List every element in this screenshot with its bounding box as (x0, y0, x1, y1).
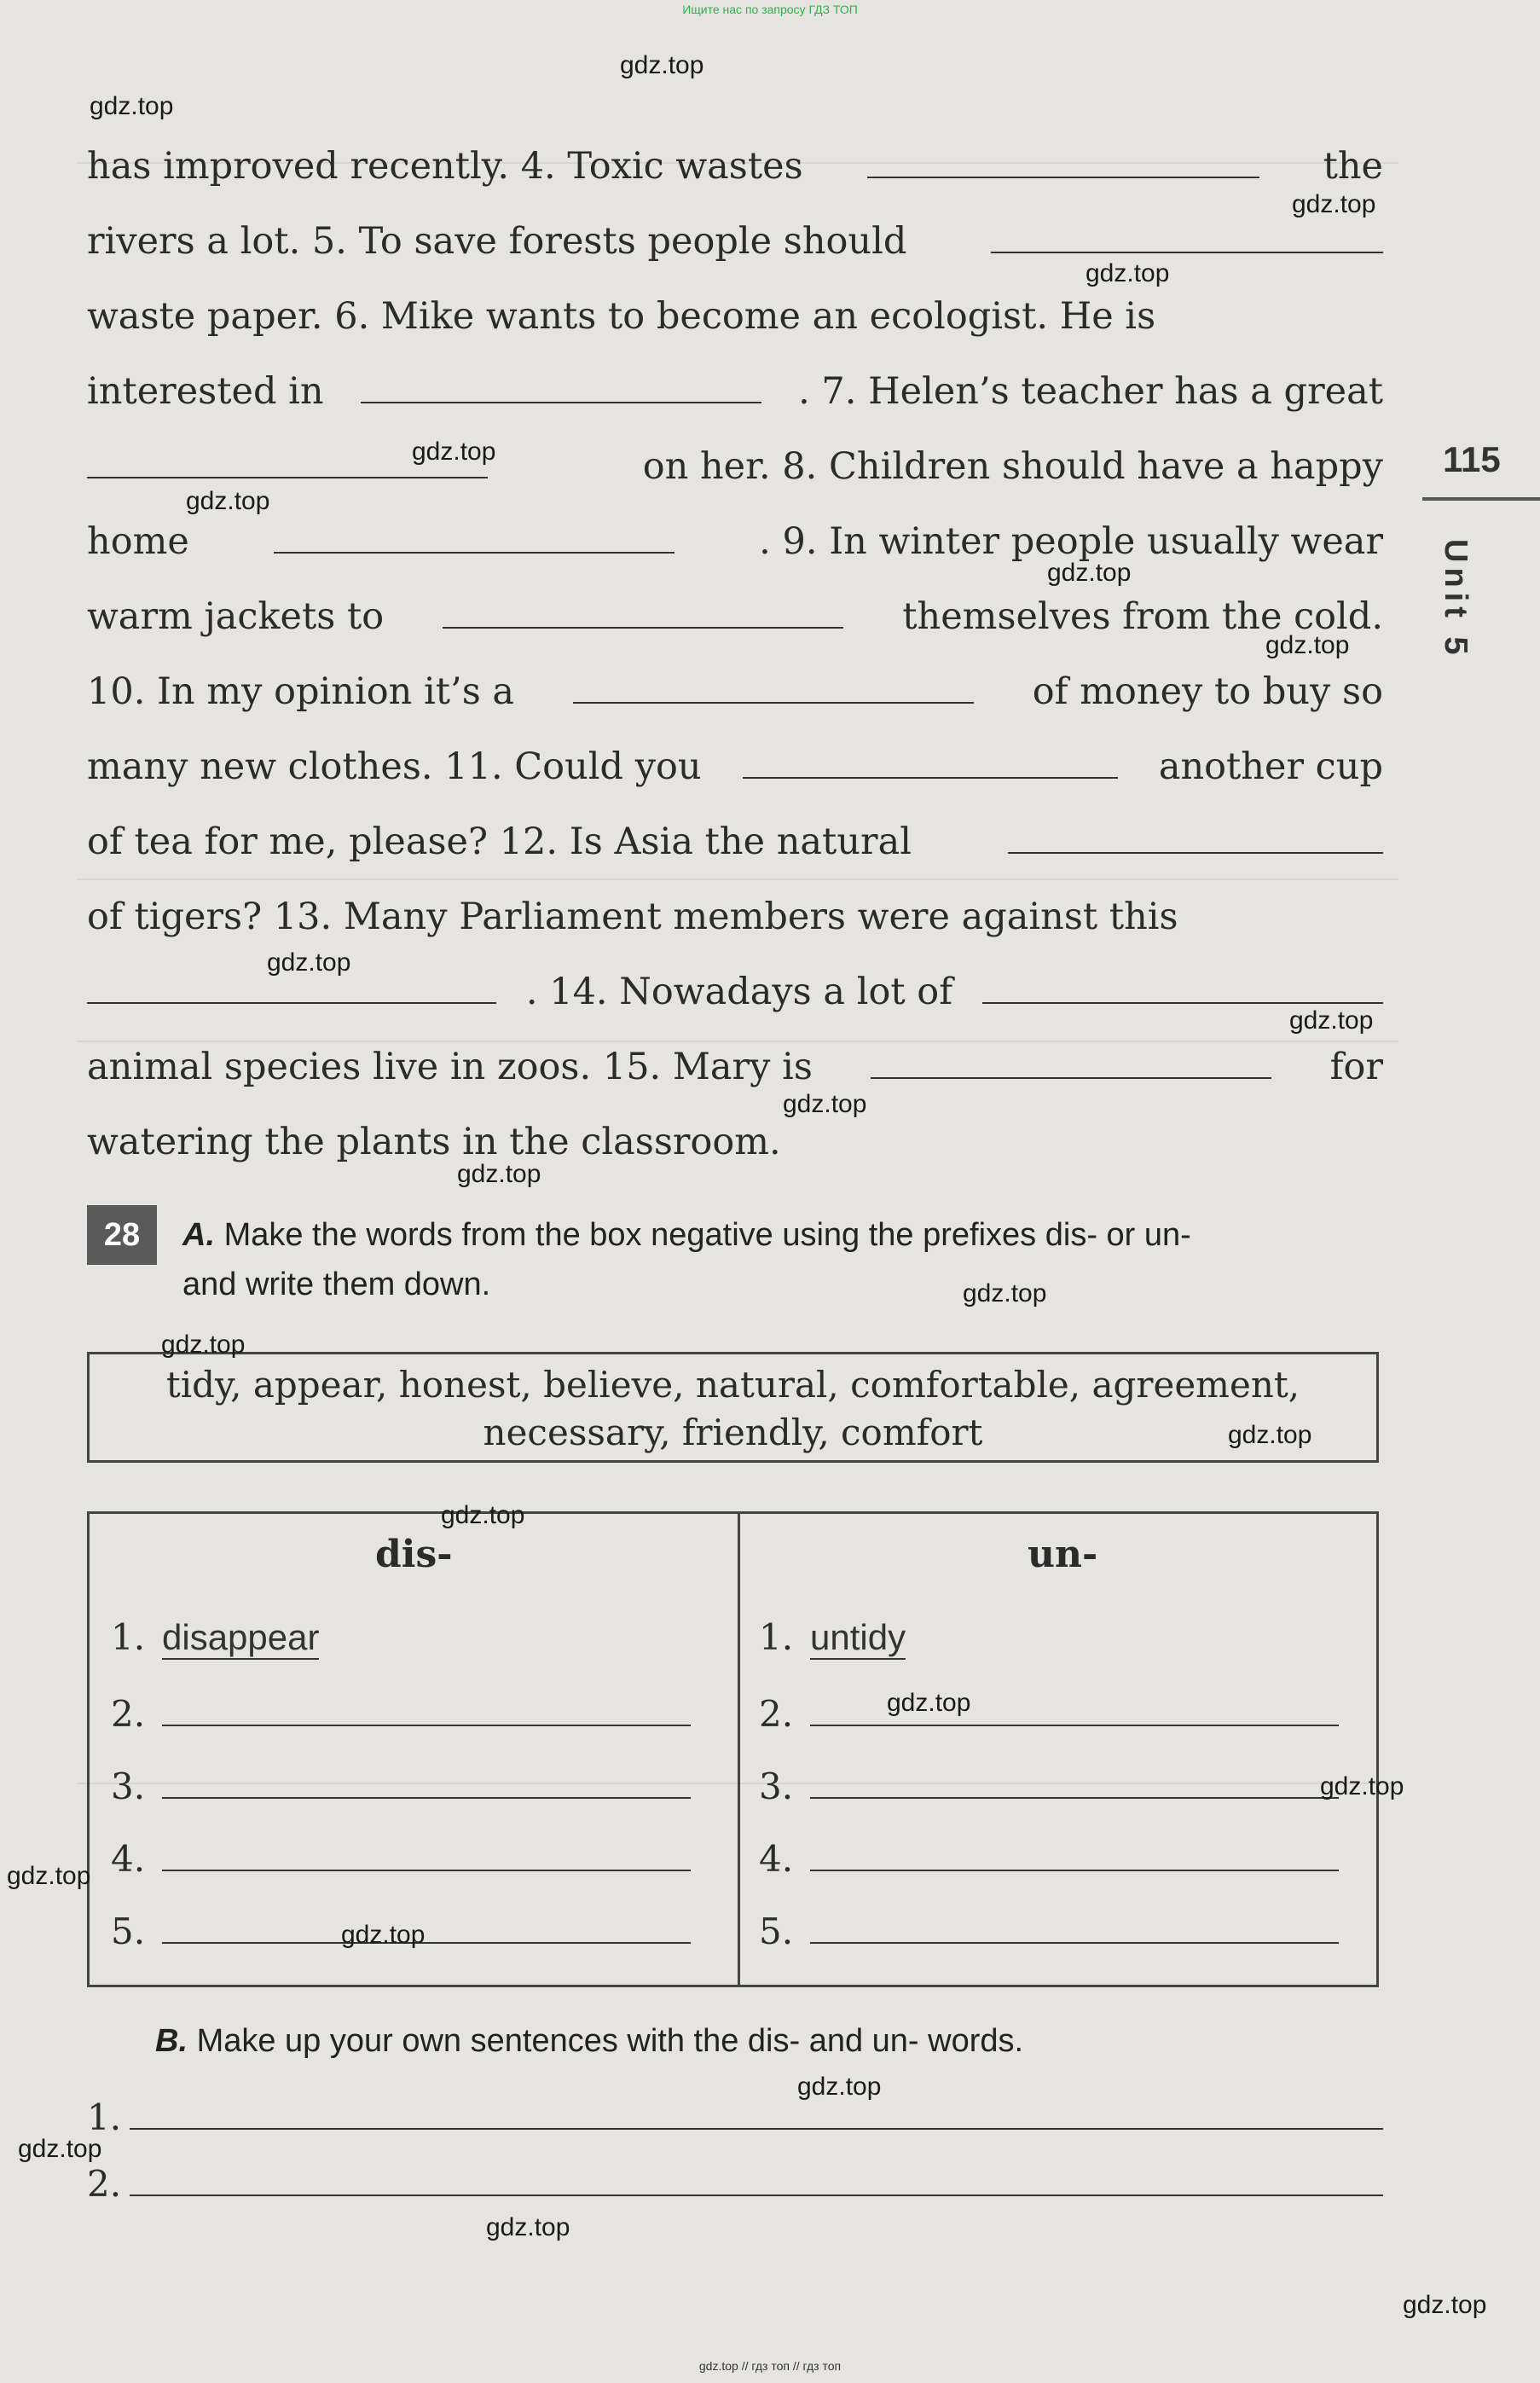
watermark: gdz.top (1403, 2291, 1487, 2319)
text-line: many new clothes. 11. Could you another cup (87, 741, 1383, 792)
dis-row: 5. (111, 1906, 691, 1952)
text-line: on her. 8. Children should have a happy (87, 441, 1383, 492)
col-head-dis: dis- (375, 1533, 453, 1576)
answer-blank[interactable] (162, 1689, 691, 1726)
word-box: tidy, appear, honest, believe, natural, comfortable, agreement, necessary, friendly, comfort (87, 1352, 1379, 1463)
answer-blank[interactable] (443, 593, 843, 629)
watermark: gdz.top (1265, 631, 1350, 659)
text-line: 10. In my opinion it’s a of money to buy so (87, 666, 1383, 717)
watermark: gdz.top (7, 1862, 91, 1890)
watermark: gdz.top (1228, 1421, 1312, 1449)
answer-blank[interactable] (743, 743, 1118, 779)
part-b-label: B. (155, 2023, 188, 2059)
watermark: gdz.top (486, 2213, 570, 2241)
un-row: 3. (759, 1761, 1339, 1807)
bottom-note: gdz.top // гдз топ // гдз топ (698, 2359, 842, 2373)
watermark: gdz.top (457, 1160, 541, 1188)
answer-blank[interactable] (162, 1834, 691, 1871)
dis-row: 1. disappear (111, 1616, 320, 1658)
page-number: 115 (1443, 439, 1501, 479)
watermark: gdz.top (1086, 259, 1170, 287)
dis-row: 4. (111, 1834, 691, 1880)
top-note: Ищите нас по запросу ГДЗ ТОП (682, 3, 858, 16)
un-row: 2. (759, 1689, 1339, 1735)
text-line: home . 9. In winter people usually wear (87, 516, 1383, 567)
answer-blank[interactable] (867, 142, 1259, 178)
text-line: interested in . 7. Helen’s teacher has a great (87, 366, 1383, 417)
dis-row: 2. (111, 1689, 691, 1735)
answer-blank[interactable] (810, 1761, 1339, 1799)
answer-blank[interactable] (162, 1906, 691, 1944)
part-b-line: 2. (87, 2160, 1383, 2205)
answer-blank[interactable] (991, 217, 1383, 253)
watermark: gdz.top (341, 1921, 426, 1949)
watermark: gdz.top (1289, 1006, 1374, 1035)
un-row: 5. (759, 1906, 1339, 1952)
exercise-number: 28 (87, 1205, 157, 1265)
col-head-un: un- (1028, 1533, 1098, 1576)
answer-blank[interactable] (871, 1043, 1271, 1079)
answer-blank[interactable] (810, 1834, 1339, 1871)
text-line: rivers a lot. 5. To save forests people should (87, 216, 1383, 267)
answer-blank[interactable] (810, 1906, 1339, 1944)
watermark: gdz.top (797, 2073, 882, 2101)
text-line: . 14. Nowadays a lot of (87, 966, 1383, 1018)
text-line: animal species live in zoos. 15. Mary is for (87, 1041, 1383, 1093)
answer-blank[interactable] (130, 2094, 1383, 2130)
answer-blank[interactable] (162, 1761, 691, 1799)
answer-table (87, 1511, 1379, 1987)
answer-blank[interactable] (1008, 818, 1383, 854)
watermark: gdz.top (1292, 190, 1376, 218)
table-divider (738, 1514, 740, 1985)
watermark: gdz.top (161, 1331, 246, 1359)
text-line: has improved recently. 4. Toxic wastes the (87, 141, 1383, 192)
text-line: watering the plants in the classroom. (87, 1121, 781, 1163)
watermark: gdz.top (963, 1279, 1047, 1307)
unit-label: Unit 5 (1438, 539, 1473, 660)
watermark: gdz.top (18, 2135, 102, 2163)
answer-blank[interactable] (130, 2160, 1383, 2196)
watermark: gdz.top (412, 438, 496, 466)
watermark: gdz.top (783, 1090, 867, 1118)
watermark: gdz.top (1047, 559, 1132, 587)
watermark: gdz.top (267, 948, 351, 977)
page-number-rule (1422, 497, 1540, 501)
watermark: gdz.top (90, 92, 174, 120)
part-b-instruction: B. Make up your own sentences with the dis- and un- words. (155, 2023, 1024, 2059)
watermark: gdz.top (1320, 1772, 1404, 1800)
answer-blank[interactable] (361, 368, 761, 403)
un-row: 4. (759, 1834, 1339, 1880)
dis-row: 3. (111, 1761, 691, 1807)
watermark: gdz.top (887, 1689, 971, 1717)
answer-blank[interactable] (274, 518, 674, 554)
text-line: warm jackets to themselves from the cold. (87, 591, 1383, 642)
answer-blank[interactable] (573, 668, 974, 704)
watermark: gdz.top (441, 1501, 525, 1529)
text-line: waste paper. 6. Mike wants to become an ecologist. He is (87, 295, 1156, 338)
text-line: of tigers? 13. Many Parliament members were against this (87, 896, 1178, 938)
part-a-instruction: A. Make the words from the box negative using the prefixes dis- or un- (182, 1217, 1191, 1253)
answer-blank[interactable] (982, 968, 1383, 1004)
un-row: 1. untidy (759, 1616, 906, 1658)
part-a-instruction-cont: and write them down. (182, 1267, 491, 1302)
watermark: gdz.top (620, 51, 704, 79)
watermark: gdz.top (186, 487, 270, 515)
part-a-label: A. (182, 1217, 215, 1253)
part-b-line: 1. (87, 2094, 1383, 2138)
text-line: of tea for me, please? 12. Is Asia the natural (87, 816, 1383, 867)
